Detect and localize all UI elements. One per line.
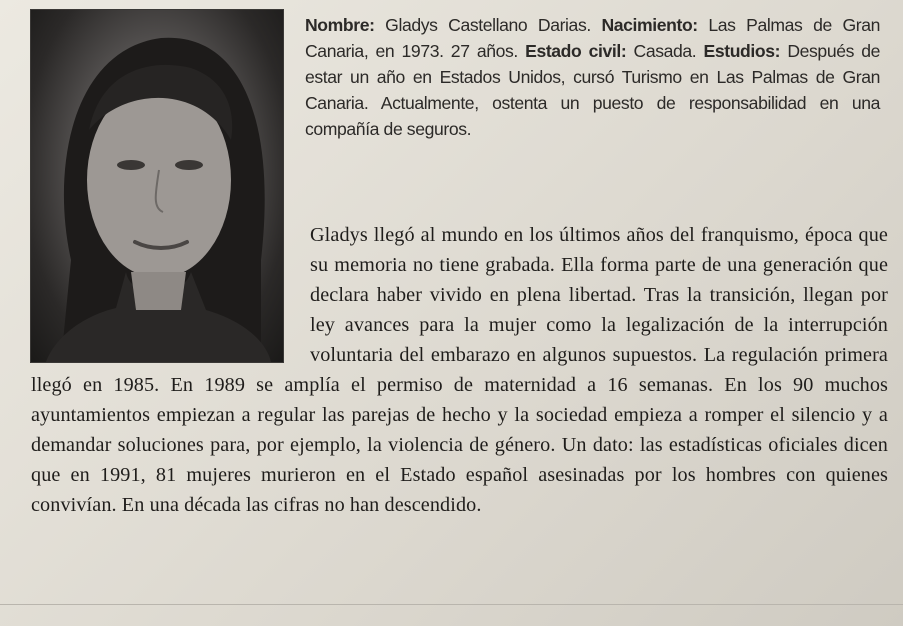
estudios-value: Después de estar un año en Estados Unidos, cursó Turismo en Las Palmas de Gran Canaria. Actualmente, ostenta un puesto de responsabilidad en una compañía de seguros. xyxy=(305,41,880,139)
photo-wrap-spacer xyxy=(31,220,310,368)
estado-civil-value: Casada. xyxy=(633,41,697,61)
estudios-label: Estudios: xyxy=(703,41,781,61)
nombre-label: Nombre: xyxy=(305,15,375,35)
article-text: Gladys llegó al mundo en los últimos años del franquismo, época que su memoria no tiene grabada. Ella forma parte de una generación que declara haber vivido en plena libertad. Tras la transición, llegan por ley avances para la mujer como la legalización de la interrupción voluntaria del embarazo en algunos supuestos. La regulación primera llegó en 1985. En 1989 se amplía el permiso de maternidad a 16 semanas. En los 90 muchos ayuntamientos empiezan a regular las parejas de hecho y la sociedad empieza a romper el silencio y a demandar soluciones para, por ejemplo, la violencia de género. Un dato: las estadísticas oficiales dicen que en 1991, 81 mujeres murieron en el Estado español asesinadas por los hombres con quienes convivían. En una década las cifras no han descendido. xyxy=(31,224,888,516)
nacimiento-label: Nacimiento: xyxy=(601,15,698,35)
bottom-rule xyxy=(0,604,903,605)
bio-block xyxy=(305,12,880,142)
nacimiento-value: Las Palmas de Gran Canaria, en 1973. 27 años. xyxy=(305,15,880,61)
nombre-value: Gladys Castellano Darias. xyxy=(385,15,591,35)
article-body xyxy=(31,220,888,520)
estado-civil-label: Estado civil: xyxy=(525,41,627,61)
